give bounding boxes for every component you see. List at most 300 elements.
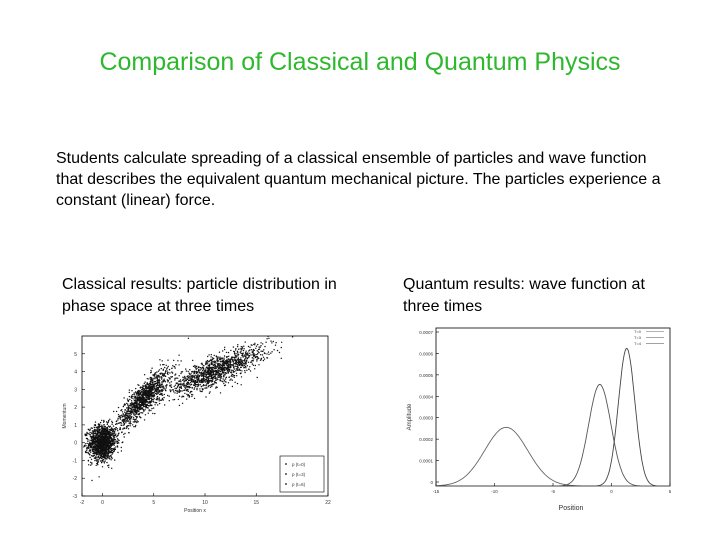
data-point <box>102 459 103 460</box>
data-point <box>104 450 105 451</box>
data-point <box>87 439 88 440</box>
data-point <box>88 429 89 430</box>
data-point <box>152 379 153 380</box>
data-point <box>266 338 267 339</box>
y-tick-label: 0.0005 <box>419 372 433 378</box>
data-point <box>121 409 122 410</box>
data-point <box>249 366 250 367</box>
data-point <box>101 425 102 426</box>
data-point <box>204 372 205 373</box>
data-point <box>152 399 153 400</box>
data-point <box>219 367 220 368</box>
data-point <box>98 459 99 460</box>
data-point <box>138 411 139 412</box>
data-point <box>206 363 207 364</box>
data-point <box>117 446 118 447</box>
data-point <box>145 407 146 408</box>
data-point <box>98 454 99 455</box>
data-point <box>273 341 274 342</box>
data-point <box>161 376 162 377</box>
data-point <box>149 386 150 387</box>
data-point <box>139 413 140 414</box>
data-point <box>211 354 212 355</box>
data-point <box>125 420 126 421</box>
data-point <box>144 374 145 375</box>
data-point <box>94 429 95 430</box>
data-point <box>122 411 123 412</box>
data-point <box>197 384 198 385</box>
data-point <box>106 430 107 431</box>
series-pt0 <box>83 411 125 481</box>
data-point <box>178 399 179 400</box>
data-point <box>91 447 92 448</box>
data-point <box>98 452 99 453</box>
data-point <box>157 383 158 384</box>
legend-entry: T=3 <box>634 335 642 340</box>
data-point <box>100 440 101 441</box>
data-point <box>156 399 157 400</box>
data-point <box>189 392 190 393</box>
data-point <box>250 354 251 355</box>
data-point <box>256 346 257 347</box>
data-point <box>99 439 100 440</box>
data-point <box>124 424 125 425</box>
data-point <box>107 439 108 440</box>
data-point <box>133 417 134 418</box>
data-point <box>95 424 96 425</box>
data-point <box>151 401 152 402</box>
data-point <box>136 416 137 417</box>
data-point <box>115 433 116 434</box>
data-point <box>263 349 264 350</box>
data-point <box>128 432 129 433</box>
data-point <box>113 425 114 426</box>
data-point <box>214 362 215 363</box>
data-point <box>255 348 256 349</box>
data-point <box>154 373 155 374</box>
data-point <box>215 378 216 379</box>
data-point <box>166 368 167 369</box>
data-point <box>253 358 254 359</box>
data-point <box>209 391 210 392</box>
data-point <box>211 378 212 379</box>
data-point <box>153 381 154 382</box>
data-point <box>244 370 245 371</box>
data-point <box>204 388 205 389</box>
data-point <box>233 366 234 367</box>
data-point <box>275 342 276 343</box>
data-point <box>111 468 112 469</box>
data-point <box>117 419 118 420</box>
data-point <box>104 455 105 456</box>
data-point <box>189 374 190 375</box>
data-point <box>201 374 202 375</box>
data-point <box>281 358 282 359</box>
data-point <box>155 393 156 394</box>
data-point <box>170 391 171 392</box>
data-point <box>127 404 128 405</box>
data-point <box>235 349 236 350</box>
data-point <box>256 359 257 360</box>
data-point <box>186 390 187 391</box>
data-point <box>208 361 209 362</box>
data-point <box>96 454 97 455</box>
data-point <box>251 362 252 363</box>
data-point <box>135 397 136 398</box>
data-point <box>92 430 93 431</box>
data-point <box>258 357 259 358</box>
data-point <box>114 459 115 460</box>
data-point <box>166 387 167 388</box>
data-point <box>257 350 258 351</box>
data-point <box>91 443 92 444</box>
data-point <box>176 390 177 391</box>
data-point <box>96 461 97 462</box>
data-point <box>99 458 100 459</box>
data-point <box>91 459 92 460</box>
data-point <box>137 420 138 421</box>
data-point <box>245 341 246 342</box>
data-point <box>135 391 136 392</box>
data-point <box>262 351 263 352</box>
data-point <box>259 348 260 349</box>
data-point <box>144 383 145 384</box>
data-point <box>146 386 147 387</box>
data-point <box>223 372 224 373</box>
data-point <box>184 393 185 394</box>
data-point <box>185 377 186 378</box>
data-point <box>134 394 135 395</box>
data-point <box>156 402 157 403</box>
data-point <box>137 394 138 395</box>
data-point <box>103 422 104 423</box>
data-point <box>143 390 144 391</box>
data-point <box>227 370 228 371</box>
data-point <box>144 419 145 420</box>
data-point <box>111 424 112 425</box>
data-point <box>199 367 200 368</box>
data-point <box>96 463 97 464</box>
data-point <box>109 434 110 435</box>
data-point <box>213 371 214 372</box>
data-point <box>120 427 121 428</box>
data-point <box>149 396 150 397</box>
data-point <box>238 369 239 370</box>
data-point <box>261 358 262 359</box>
x-tick-label: -10 <box>491 489 498 494</box>
data-point <box>86 435 87 436</box>
data-point <box>159 400 160 401</box>
y-tick-label: -3 <box>72 494 77 500</box>
data-point <box>151 390 152 391</box>
legend-entry: p (t=0) <box>292 462 306 467</box>
data-point <box>241 376 242 377</box>
data-point <box>235 355 236 356</box>
data-point <box>253 365 254 366</box>
data-point <box>211 362 212 363</box>
data-point <box>199 380 200 381</box>
data-point <box>253 349 254 350</box>
data-point <box>139 416 140 417</box>
data-point <box>224 374 225 375</box>
x-tick-label: -2 <box>79 500 85 506</box>
data-point <box>199 372 200 373</box>
data-point <box>198 369 199 370</box>
data-point <box>161 384 162 385</box>
data-point <box>139 394 140 395</box>
data-point <box>170 384 171 385</box>
data-point <box>205 384 206 385</box>
data-point <box>138 391 139 392</box>
data-point <box>255 365 256 366</box>
data-point <box>133 413 134 414</box>
data-point <box>238 359 239 360</box>
data-point <box>223 359 224 360</box>
data-point <box>210 387 211 388</box>
data-point <box>132 408 133 409</box>
data-point <box>95 457 96 458</box>
data-point <box>169 378 170 379</box>
data-point <box>147 398 148 399</box>
data-point <box>225 384 226 385</box>
data-point <box>260 347 261 348</box>
data-point <box>157 390 158 391</box>
data-point <box>211 364 212 365</box>
data-point <box>139 400 140 401</box>
data-point <box>99 429 100 430</box>
x-tick-label: -5 <box>550 489 556 494</box>
data-point <box>117 428 118 429</box>
data-point <box>131 398 132 399</box>
data-point <box>85 445 86 446</box>
data-point <box>144 399 145 400</box>
data-point <box>135 408 136 409</box>
data-point <box>178 380 179 381</box>
data-point <box>239 359 240 360</box>
data-point <box>144 397 145 398</box>
data-point <box>141 412 142 413</box>
data-point <box>95 429 96 430</box>
data-point <box>245 367 246 368</box>
data-point <box>144 385 145 386</box>
data-point <box>159 390 160 391</box>
data-point <box>213 367 214 368</box>
data-point <box>110 430 111 431</box>
data-point <box>260 354 261 355</box>
x-axis-label: Position x <box>184 508 206 514</box>
data-point <box>130 403 131 404</box>
data-point <box>113 437 114 438</box>
data-point <box>105 441 106 442</box>
data-point <box>224 355 225 356</box>
data-point <box>216 377 217 378</box>
data-point <box>208 378 209 379</box>
data-point <box>149 402 150 403</box>
data-point <box>148 387 149 388</box>
data-point <box>159 403 160 404</box>
data-point <box>94 431 95 432</box>
data-point <box>222 350 223 351</box>
data-point <box>142 396 143 397</box>
data-point <box>121 415 122 416</box>
data-point <box>180 381 181 382</box>
data-point <box>182 396 183 397</box>
data-point <box>103 439 104 440</box>
data-point <box>214 355 215 356</box>
data-point <box>104 458 105 459</box>
data-point <box>92 456 93 457</box>
data-point <box>123 406 124 407</box>
data-point <box>145 397 146 398</box>
data-point <box>126 428 127 429</box>
data-point <box>209 385 210 386</box>
data-point <box>192 360 193 361</box>
data-point <box>92 449 93 450</box>
data-point <box>162 390 163 391</box>
data-point <box>94 460 95 461</box>
data-point <box>169 369 170 370</box>
data-point <box>233 361 234 362</box>
data-point <box>89 449 90 450</box>
data-point <box>160 373 161 374</box>
data-point <box>215 374 216 375</box>
data-point <box>101 420 102 421</box>
data-point <box>258 364 259 365</box>
data-point <box>137 398 138 399</box>
data-point <box>226 357 227 358</box>
data-point <box>195 367 196 368</box>
data-point <box>137 391 138 392</box>
data-point <box>92 432 93 433</box>
data-point <box>130 420 131 421</box>
data-point <box>223 357 224 358</box>
data-point <box>220 364 221 365</box>
data-point <box>225 367 226 368</box>
data-point <box>159 377 160 378</box>
data-point <box>101 452 102 453</box>
data-point <box>207 367 208 368</box>
data-point <box>161 368 162 369</box>
data-point <box>133 426 134 427</box>
data-point <box>108 425 109 426</box>
data-point <box>127 414 128 415</box>
data-point <box>105 460 106 461</box>
data-point <box>210 367 211 368</box>
data-point <box>104 462 105 463</box>
series-pt3 <box>103 338 189 449</box>
data-point <box>96 445 97 446</box>
data-point <box>240 351 241 352</box>
data-point <box>154 398 155 399</box>
data-point <box>93 447 94 448</box>
data-point <box>114 428 115 429</box>
data-point <box>99 426 100 427</box>
data-point <box>142 407 143 408</box>
data-point <box>221 374 222 375</box>
data-point <box>244 365 245 366</box>
data-point <box>138 404 139 405</box>
data-point <box>230 366 231 367</box>
intro-paragraph: Students calculate spreading of a classical ensemble of particles and wave function that describes the equivalent quantum mechanical picture. The particles experience a constant (linear) force. <box>56 150 661 209</box>
data-point <box>212 379 213 380</box>
data-point <box>118 414 119 415</box>
data-point <box>210 372 211 373</box>
data-point <box>120 425 121 426</box>
data-point <box>126 426 127 427</box>
data-point <box>207 360 208 361</box>
data-point <box>131 416 132 417</box>
data-point <box>102 450 103 451</box>
data-point <box>91 433 92 434</box>
data-point <box>229 362 230 363</box>
data-point <box>100 456 101 457</box>
data-point <box>117 438 118 439</box>
data-point <box>129 392 130 393</box>
data-point <box>90 444 91 445</box>
data-point <box>86 433 87 434</box>
data-point <box>166 385 167 386</box>
data-point <box>151 377 152 378</box>
data-point <box>136 394 137 395</box>
data-point <box>251 344 252 345</box>
data-point <box>90 452 91 453</box>
data-point <box>185 368 186 369</box>
data-point <box>211 381 212 382</box>
data-point <box>101 461 102 462</box>
data-point <box>201 391 202 392</box>
data-point <box>154 376 155 377</box>
data-point <box>234 382 235 383</box>
data-point <box>100 451 101 452</box>
data-point <box>179 383 180 384</box>
data-point <box>146 383 147 384</box>
data-point <box>194 365 195 366</box>
y-tick-label: 0.0002 <box>419 437 433 443</box>
data-point <box>196 378 197 379</box>
data-point <box>115 427 116 428</box>
data-point <box>194 385 195 386</box>
data-point <box>205 376 206 377</box>
data-point <box>114 442 115 443</box>
data-point <box>202 379 203 380</box>
legend-entry: T=4 <box>634 341 642 346</box>
data-point <box>117 441 118 442</box>
data-point <box>158 399 159 400</box>
data-point <box>196 369 197 370</box>
data-point <box>108 447 109 448</box>
data-point <box>210 380 211 381</box>
data-point <box>237 364 238 365</box>
data-point <box>169 389 170 390</box>
data-point <box>101 449 102 450</box>
x-tick-label: 22 <box>325 500 331 506</box>
data-point <box>131 402 132 403</box>
data-point <box>103 441 104 442</box>
data-point <box>179 375 180 376</box>
data-point <box>106 427 107 428</box>
data-point <box>224 347 225 348</box>
data-point <box>202 364 203 365</box>
data-point <box>150 394 151 395</box>
data-point <box>145 414 146 415</box>
data-point <box>229 376 230 377</box>
data-point <box>96 459 97 460</box>
data-point <box>113 439 114 440</box>
data-point <box>197 374 198 375</box>
data-point <box>143 391 144 392</box>
data-point <box>98 450 99 451</box>
data-point <box>195 381 196 382</box>
